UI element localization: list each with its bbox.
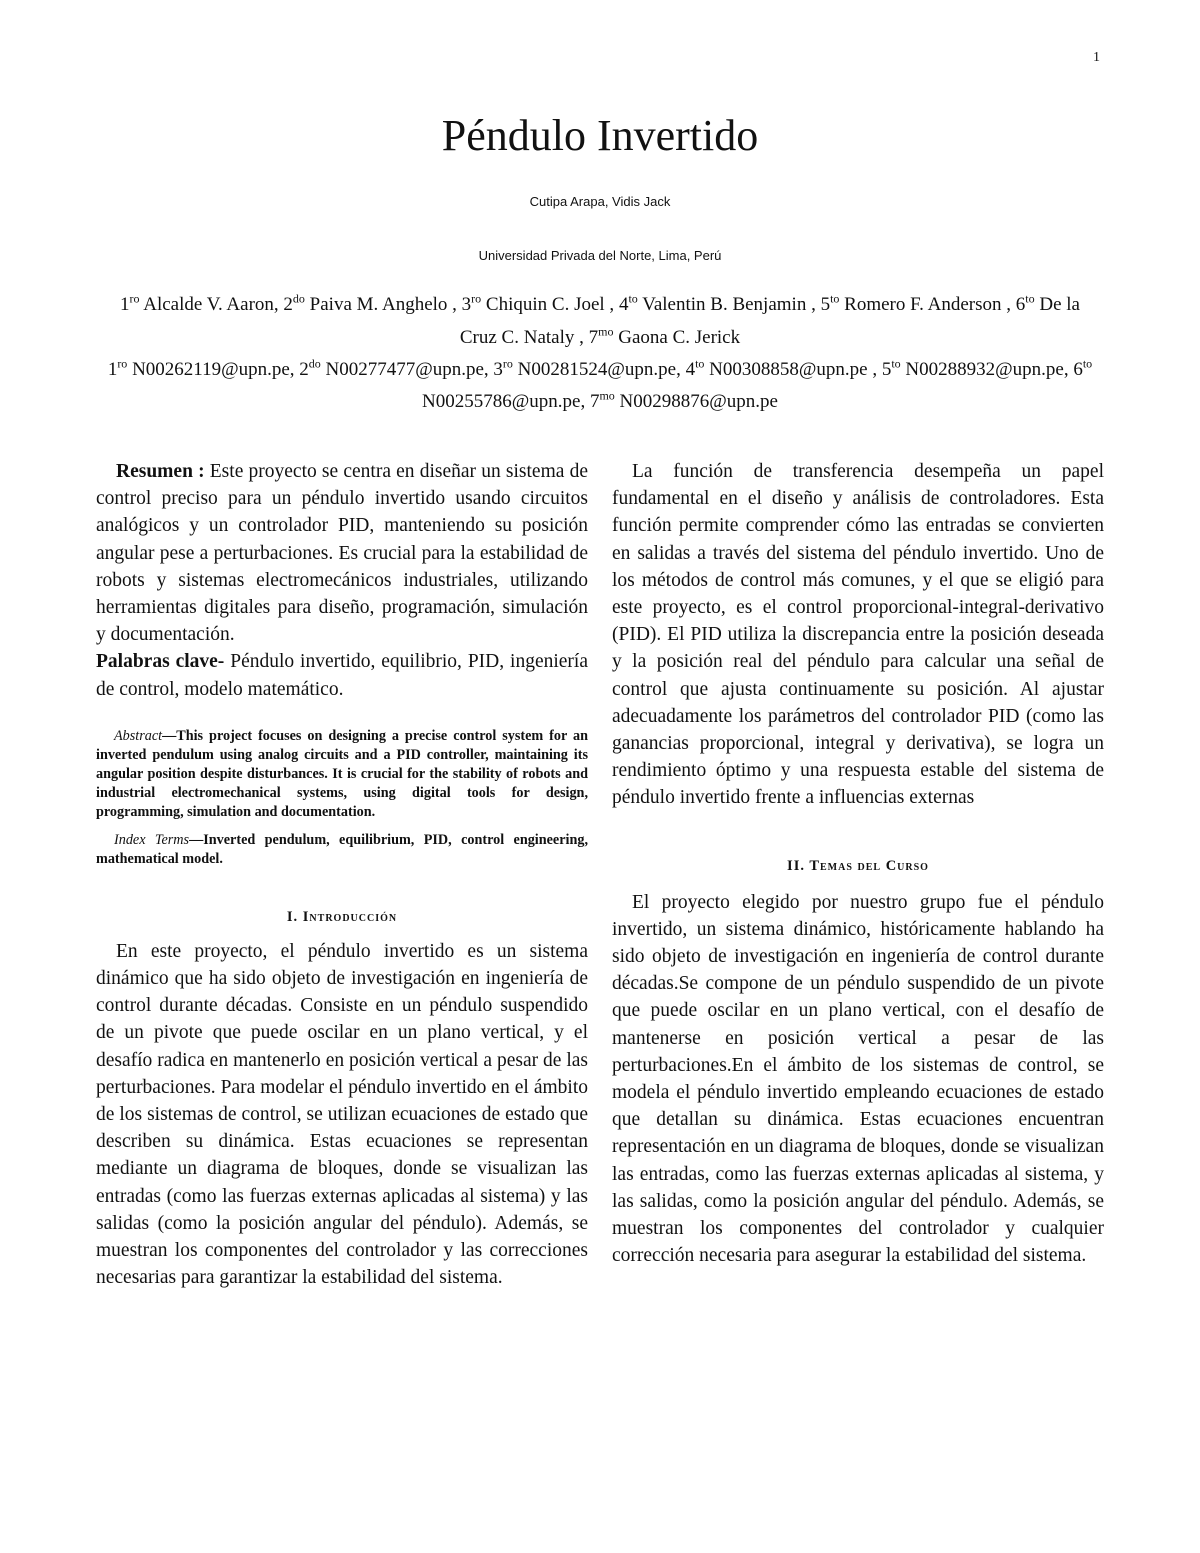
member-email: $1^{ro}$ N00262119@upn.pe, — [107, 356, 295, 380]
member-name: $2^{do}$ Paiva M. Anghelo , — [283, 292, 457, 316]
member-name: $1^{ro}$ Alcalde V. Aaron, — [120, 292, 279, 316]
member-name: $4^{to}$ Valentin B. Benjamin , — [618, 292, 816, 316]
introduccion-paragraph: En este proyecto, el péndulo invertido es un sistema dinámico que ha sido objeto de investigación en ingeniería de control durante décadas. Consiste en un péndulo suspendido de un pivote que puede oscilar en un plano vertical, y el desafío radica en mantenerlo en posición vertical a pesar de las perturbaciones. Para modelar el péndulo invertido en el ámbito de los sistemas de control, se utilizan ecuaciones de estado que describen su dinámica. Estas ecuaciones se representan mediante un diagrama de bloques, donde se visualizan las entradas (como las fuerzas externas aplicadas al sistema) y las salidas (como la posición angular del péndulo). Además, se muestran los componentes del controlador y las correcciones necesarias para garantizar la estabilidad del sistema. — [96, 940, 588, 1289]
affiliation: Universidad Privada del Norte, Lima, Perú — [478, 248, 722, 263]
temas-paragraph: El proyecto elegido por nuestro grupo fue el péndulo invertido, un sistema dinámico, históricamente hablando ha sido objeto de investigación en ingeniería de control durante décadas.Se compone de un péndulo suspendido de un pivote que puede oscilar en un plano vertical, con el desafío de mantenerse en posición vertical a pesar de las perturbaciones.En el ámbito de los sistemas de control, se modela el péndulo invertido empleando ecuaciones de estado que detallan su dinámica. Estas ecuaciones encuentran representación en un diagrama de bloques, donde se visualizan las entradas, como las fuerzas externas aplicadas al sistema, y las salidas, como la posición angular del péndulo. Además, se muestran los componentes del controlador y cualquier corrección necesaria para asegurar la estabilidad del sistema. — [612, 891, 1104, 1267]
member-emails — [100, 351, 1100, 416]
member-email: $6^{to}$ N00255786@upn.pe, — [422, 356, 1093, 413]
member-name: $6^{to}$ De la Cruz C. Nataly , — [459, 292, 1080, 348]
author-name: Cutipa Arapa, Vidis Jack — [529, 194, 671, 209]
member-name: $7^{mo}$ Gaona C. Jerick — [588, 324, 741, 348]
resumen-paragraph: Resumen : Este proyecto se centra en diseñar un sistema de control preciso para un péndulo invertido usando circuitos analógicos y un controlador PID, manteniendo su posición angular pese a perturbaciones. Es crucial para la estabilidad de robots y sistemas electromecánicos industriales, utilizando herramientas digitales para diseño, programación, simulación y documentación. — [96, 461, 588, 646]
section-heading-introduccion: I. Introducción — [286, 908, 398, 925]
member-name: $5^{to}$ Romero F. Anderson , — [820, 292, 1012, 316]
member-names — [100, 286, 1100, 351]
member-email: $3^{ro}$ N00281524@upn.pe, — [493, 356, 681, 380]
member-email: $7^{mo}$ N00298876@upn.pe — [589, 388, 778, 413]
keywords-paragraph: Palabras clave- Péndulo invertido, equilibrio, PID, ingeniería de control, modelo matemático. — [96, 651, 589, 700]
abstract-paragraph: Abstract—This project focuses on designing a precise control system for an inverted pendulum using analog circuits and a PID controller, maintaining its angular position despite disturbances. It is crucial for the stability of robots and industrial electromechanical systems, using digital tools for design, programming, simulation and documentation. — [96, 727, 588, 820]
member-email: $2^{do}$ N00277477@upn.pe, — [299, 356, 489, 380]
page-number: 1 — [1093, 50, 1100, 65]
members-block — [100, 286, 1100, 415]
right-column — [612, 458, 1104, 1269]
section-heading-temas: II. Temas del Curso — [787, 857, 929, 874]
member-email: $5^{to}$ N00288932@upn.pe, — [881, 356, 1069, 380]
index-terms-paragraph: Index Terms—Inverted pendulum, equilibrium, PID, control engineering, mathematical model. — [96, 831, 588, 867]
member-name: $3^{ro}$ Chiquin C. Joel , — [461, 292, 615, 316]
left-column — [96, 458, 588, 1291]
member-email: $4^{to}$ N00308858@upn.pe , — [685, 356, 878, 380]
transfer-function-paragraph: La función de transferencia desempeña un papel fundamental en el diseño y análisis de controladores. Esta función permite comprender cómo las entradas se convierten en salidas a través del sistema del péndulo invertido. Uno de los métodos de control más comunes, y el que se eligió para este proyecto, es el control proporcional-integral-derivativo (PID). El PID utiliza la discrepancia entre la posición deseada y la posición real del péndulo para calcular una señal de control que ajusta continuamente su posición. Al ajustar adecuadamente los parámetros del controlador PID (como las ganancias proporcional, integral y derivativa), se logra un rendimiento óptimo y una respuesta estable del sistema de péndulo invertido frente a influencias externas — [612, 461, 1104, 809]
page-title: Péndulo Invertido — [441, 111, 759, 160]
